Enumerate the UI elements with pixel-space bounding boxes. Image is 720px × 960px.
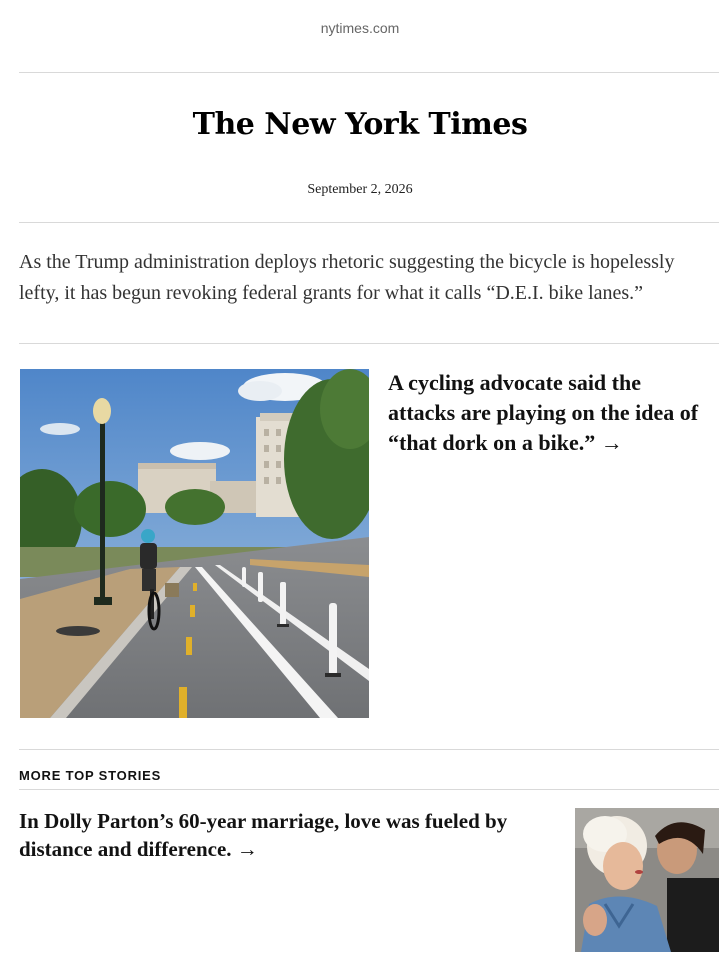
- divider: [19, 222, 719, 223]
- story-headline-link[interactable]: In Dolly Parton’s 60-year marriage, love was fueled by distance and difference. →: [19, 809, 508, 861]
- bike-lane-photo[interactable]: [20, 369, 369, 718]
- lede-paragraph: As the Trump administration deploys rhetoric suggesting the bicycle is hopelessly lefty, it has begun revoking federal grants for what it calls “D.E.I. bike lanes.”: [19, 251, 675, 304]
- site-domain-link[interactable]: nytimes.com: [320, 20, 400, 36]
- divider: [19, 789, 719, 790]
- divider: [19, 749, 719, 750]
- newsletter-date: September 2, 2026: [307, 182, 413, 197]
- divider: [19, 72, 719, 73]
- divider: [19, 343, 719, 344]
- dolly-parton-photo[interactable]: [575, 808, 719, 952]
- more-top-stories-label: MORE TOP STORIES: [19, 768, 162, 783]
- masthead-logo[interactable]: The New York Times: [192, 107, 528, 142]
- hero-story-headline-link[interactable]: A cycling advocate said the attacks are playing on the idea of “that dork on a bike.” →: [388, 370, 699, 455]
